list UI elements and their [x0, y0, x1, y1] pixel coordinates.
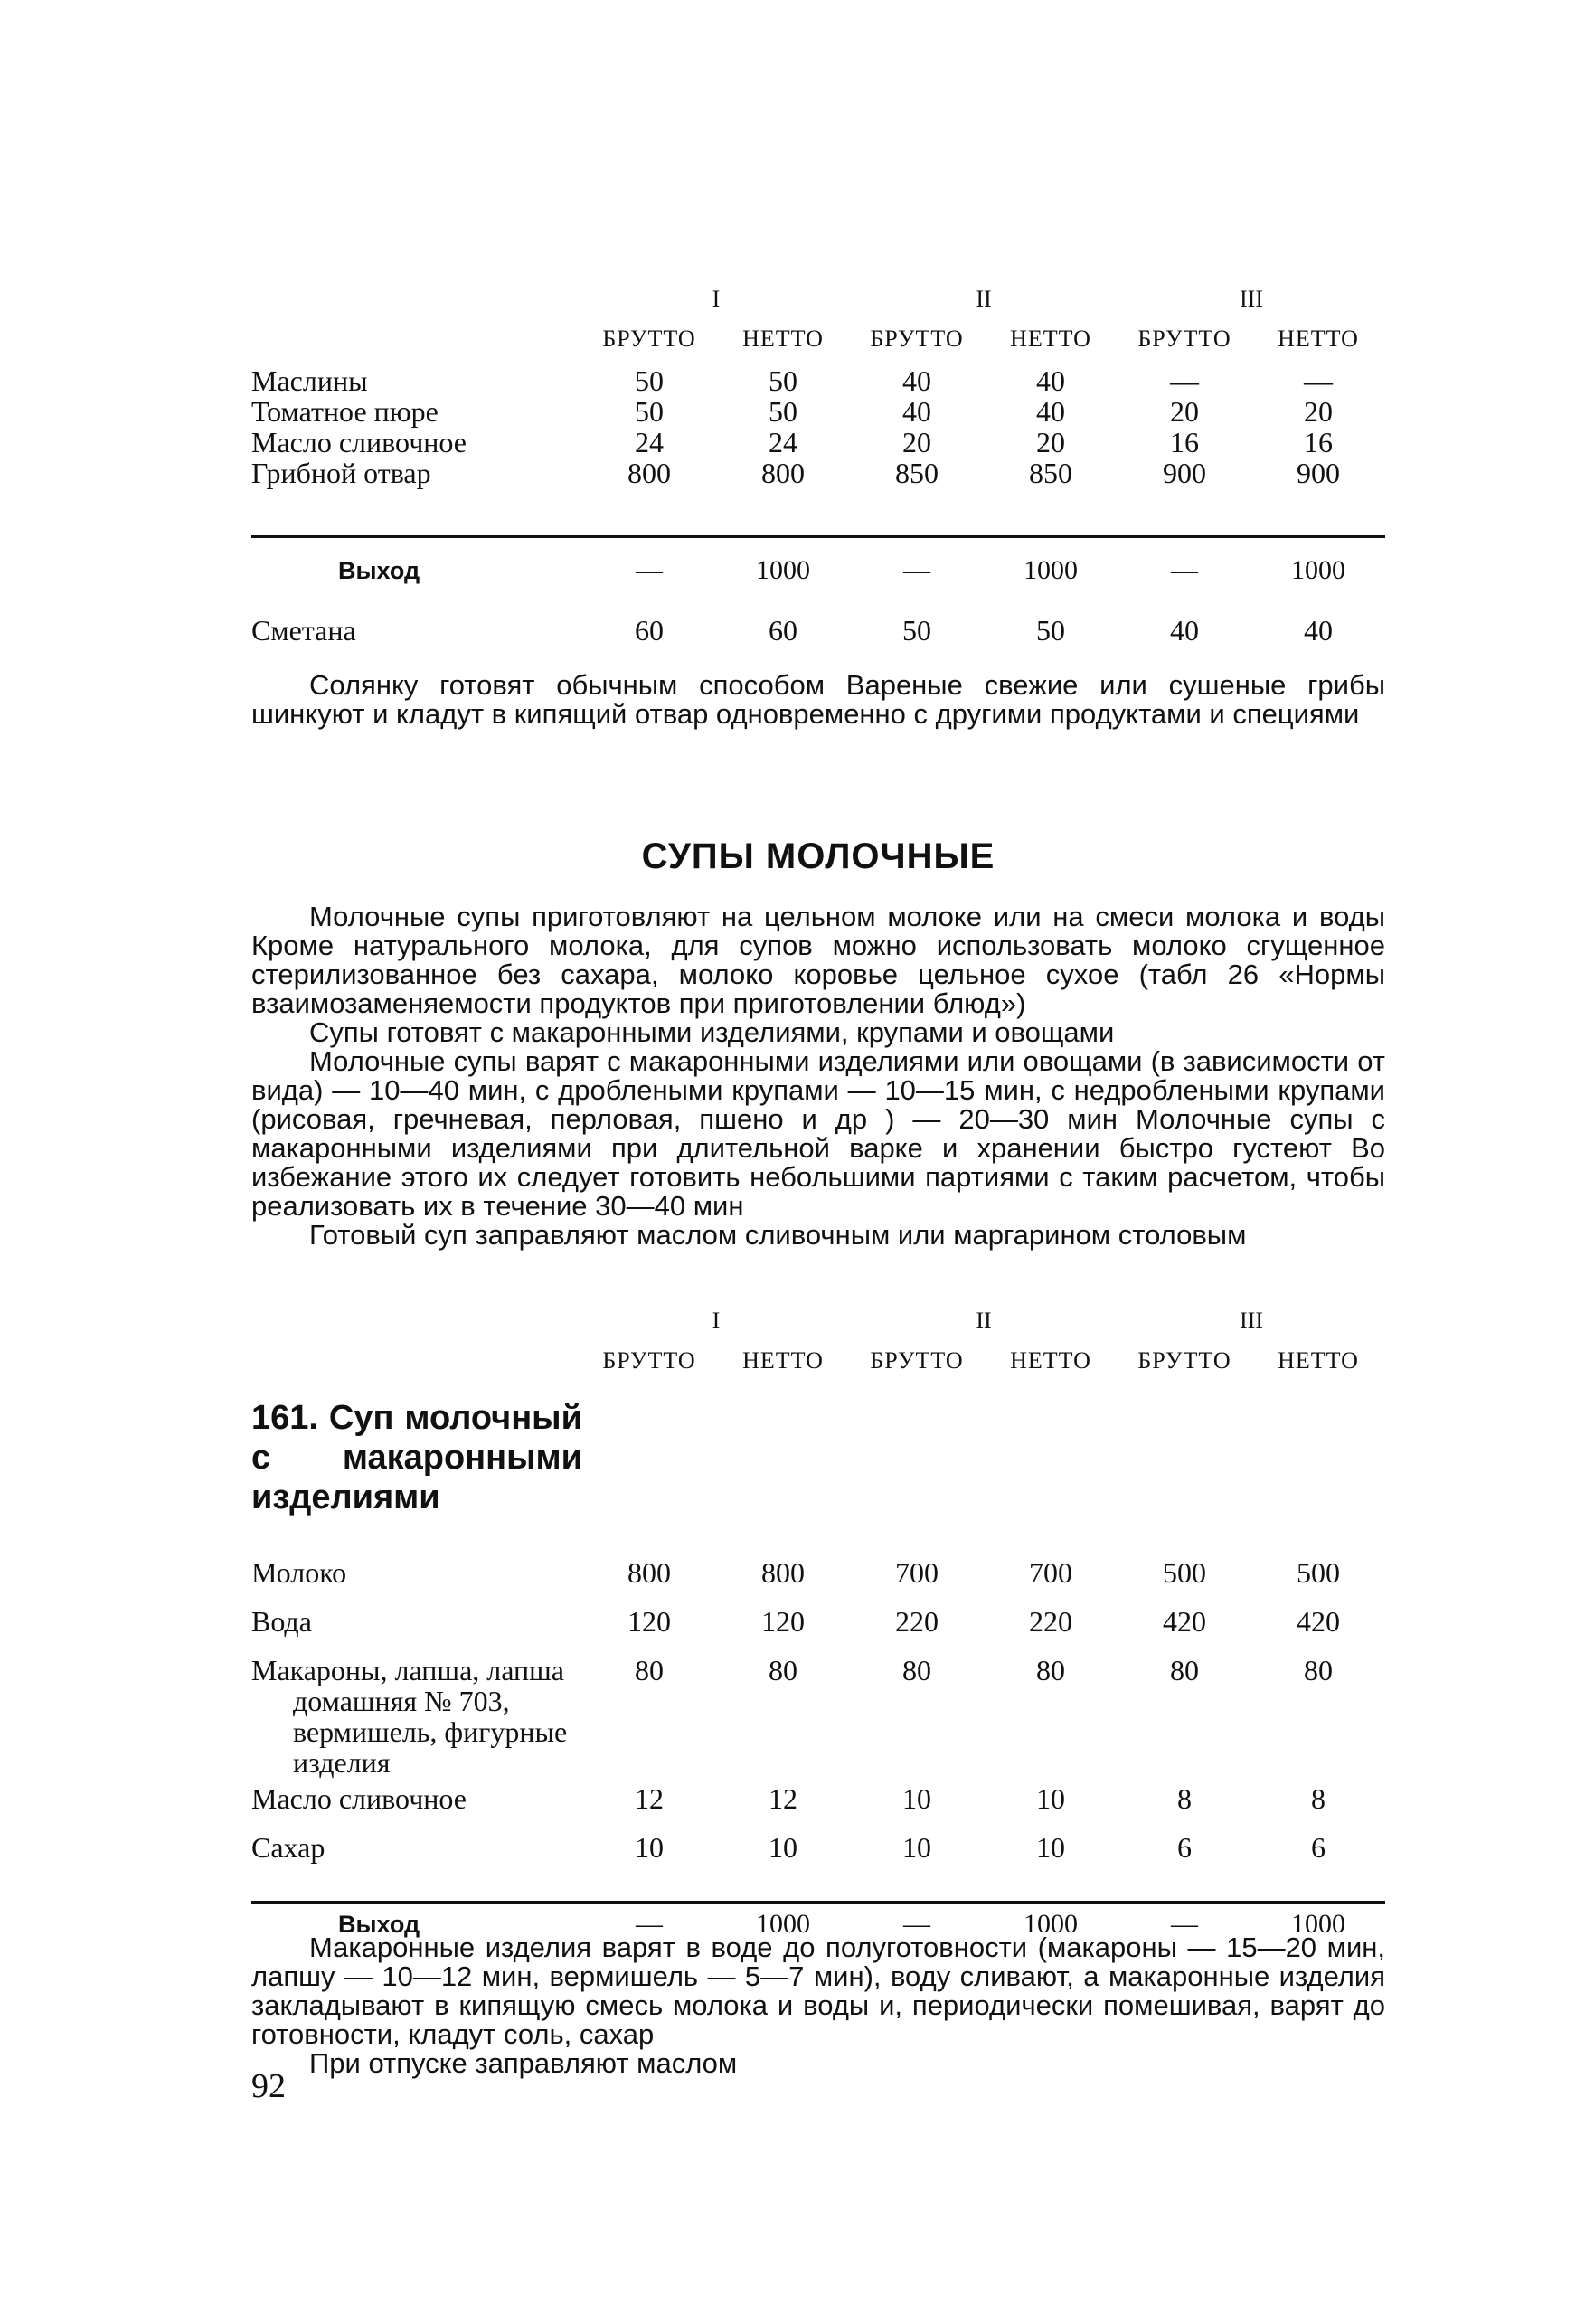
section-text: [251, 902, 1385, 1250]
table-subheader: [251, 313, 1385, 365]
group-label: I: [712, 286, 721, 312]
cell-value: 220: [895, 1605, 939, 1638]
cell-value: 10: [902, 1831, 931, 1864]
cell-value: 20: [1304, 395, 1333, 428]
cell-value: 24: [769, 426, 797, 458]
cell-value: 420: [1297, 1605, 1340, 1638]
cell-value: 800: [761, 1556, 805, 1589]
col-header: НЕТТО: [742, 326, 824, 352]
cell-value: 80: [769, 1654, 797, 1686]
col-header: НЕТТО: [1010, 326, 1091, 352]
cell-value: 6: [1311, 1831, 1326, 1864]
table-row: [251, 365, 1385, 396]
cell-value: 24: [635, 426, 664, 458]
recipe-title: 161. Суп молочный с макаронными изделиями: [251, 1399, 582, 1516]
cell-value: 40: [902, 395, 931, 428]
cooking-note-1: [251, 671, 1385, 729]
cell-value: 500: [1297, 1556, 1340, 1589]
ingredient-name: Томатное пюре: [251, 395, 439, 428]
cell-value: —: [636, 555, 663, 585]
cell-value: 120: [761, 1605, 805, 1638]
cell-value: 850: [1029, 457, 1072, 489]
cell-value: 80: [1036, 1654, 1065, 1686]
page-number: 92: [251, 2067, 286, 2105]
table-row: [251, 1778, 1385, 1827]
recipe-title-row: [251, 1387, 1385, 1552]
table-row: [251, 427, 1385, 458]
table-row: [251, 1601, 1385, 1649]
table-subheader: [251, 1335, 1385, 1387]
group-label: II: [976, 286, 992, 312]
output-row: [251, 538, 1385, 603]
col-header: БРУТТО: [1137, 326, 1231, 352]
ingredient-name: Маслины: [251, 364, 368, 397]
cell-value: 12: [635, 1782, 664, 1815]
note-paragraph: Солянку готовят обычным способом Вареные свежие или сушеные грибы шинкуют и кладут в кипящий отвар одновременно с другими продуктами и специями: [251, 669, 1385, 730]
cell-value: 10: [1036, 1831, 1065, 1864]
section-paragraph: Молочные супы варят с макаронными изделиями или овощами (в зависимости от вида) — 10—40 мин, с дроблеными крупами — 10—15 мин, с недроблеными крупами (рисовая, гречневая, перловая, пшено и др ) — 20—30 мин Молочные супы с макаронными изделиями при длительной варке и хранении быстро густеют Во избежание этого их следует готовить небольшими партиями с таким расчетом, чтобы реализовать их в течение 30—40 мин: [251, 1045, 1385, 1222]
cell-value: 40: [1036, 364, 1065, 397]
ingredient-name: Сметана: [251, 614, 356, 647]
col-header: БРУТТО: [1137, 1347, 1231, 1374]
group-label: II: [976, 1308, 992, 1334]
section-heading: СУПЫ МОЛОЧНЫЕ: [641, 836, 995, 876]
cell-value: 50: [635, 364, 664, 397]
col-header: БРУТТО: [602, 326, 696, 352]
cell-value: 50: [635, 395, 664, 428]
table-row: [251, 1552, 1385, 1601]
cell-value: 60: [769, 614, 797, 647]
cell-value: 12: [769, 1782, 797, 1815]
cell-value: 6: [1177, 1831, 1192, 1864]
col-header: НЕТТО: [1010, 1347, 1091, 1374]
cell-value: 800: [627, 1556, 671, 1589]
cell-value: 40: [1304, 614, 1333, 647]
table-row: [251, 396, 1385, 427]
cell-value: —: [1304, 364, 1333, 397]
cell-value: 8: [1311, 1782, 1326, 1815]
cell-value: 80: [635, 1654, 664, 1686]
cell-value: —: [1171, 555, 1198, 585]
cell-value: 40: [902, 364, 931, 397]
cooking-note-2: [251, 1933, 1385, 2078]
cell-value: 700: [895, 1556, 939, 1589]
ingredient-name: Вода: [251, 1605, 312, 1638]
section-paragraph: Супы готовят с макаронными изделиями, крупами и овощами: [309, 1016, 1115, 1048]
ingredient-name: Грибной отвар: [251, 457, 431, 489]
cell-value: 800: [761, 457, 805, 489]
col-header: БРУТТО: [870, 1347, 964, 1374]
cell-value: 120: [627, 1605, 671, 1638]
cell-value: 850: [895, 457, 939, 489]
ingredients-table-2: [251, 1293, 1385, 1978]
cell-value: 700: [1029, 1556, 1072, 1589]
cell-value: 8: [1177, 1782, 1192, 1815]
cell-value: —: [636, 1909, 663, 1939]
col-header: БРУТТО: [870, 326, 964, 352]
section-paragraph: Молочные супы приготовляют на цельном молоке или на смеси молока и воды Кроме натурального молока, для супов можно использовать молоко сгущенное стерилизованное без сахара, молоко коровье цельное сухое (табл 26 «Нормы взаимозаменяемости продуктов при приготовлении блюд»): [251, 901, 1385, 1019]
ingredients-table-1: [251, 271, 1385, 657]
group-label: III: [1240, 1308, 1263, 1334]
output-label: Выход: [338, 557, 420, 584]
table-row: [251, 458, 1385, 488]
cell-value: 1000: [1291, 1909, 1345, 1939]
ingredient-name: Масло сливочное: [251, 426, 467, 458]
cell-value: 80: [1170, 1654, 1199, 1686]
output-label: Выход: [338, 1911, 420, 1938]
cell-value: 10: [635, 1831, 664, 1864]
cell-value: 1000: [1024, 555, 1078, 585]
cell-value: 80: [902, 1654, 931, 1686]
cell-value: 50: [1036, 614, 1065, 647]
cell-value: 20: [902, 426, 931, 458]
cell-value: 10: [769, 1831, 797, 1864]
cell-value: 40: [1036, 395, 1065, 428]
note-paragraph: При отпуске заправляют маслом: [309, 2047, 738, 2079]
cell-value: 1000: [756, 1909, 810, 1939]
cell-value: 20: [1036, 426, 1065, 458]
cell-value: 900: [1163, 457, 1206, 489]
cell-value: —: [903, 1909, 930, 1939]
cell-value: —: [903, 555, 930, 585]
col-header: БРУТТО: [602, 1347, 696, 1374]
cell-value: 900: [1297, 457, 1340, 489]
cell-value: 40: [1170, 614, 1199, 647]
ingredient-name: Сахар: [251, 1831, 325, 1864]
cell-value: 60: [635, 614, 664, 647]
cell-value: 420: [1163, 1605, 1206, 1638]
group-label: I: [712, 1308, 721, 1334]
cell-value: 10: [1036, 1782, 1065, 1815]
cell-value: 800: [627, 457, 671, 489]
cell-value: 220: [1029, 1605, 1072, 1638]
col-header: НЕТТО: [1278, 1347, 1359, 1374]
cell-value: —: [1170, 364, 1199, 397]
ingredient-name: Молоко: [251, 1556, 347, 1589]
table-row: [251, 1649, 1385, 1778]
cell-value: —: [1171, 1909, 1198, 1939]
group-label: III: [1240, 286, 1263, 312]
ingredient-cell: [251, 1649, 582, 1778]
table-group-header: [251, 271, 1385, 313]
cell-value: 1000: [756, 555, 810, 585]
col-header: НЕТТО: [1278, 326, 1359, 352]
table-row: [251, 1827, 1385, 1875]
note-paragraph: Макаронные изделия варят в воде до полуготовности (макароны — 15—20 мин, лапшу — 10—12 мин, вермишель — 5—7 мин), воду сливают, а макаронные изделия закладывают в кипящую смесь молока и воды и, периодически помешивая, варят до готовности, кладут соль, сахар: [251, 1932, 1385, 2050]
cell-value: 80: [1304, 1654, 1333, 1686]
cell-value: 50: [902, 614, 931, 647]
col-header: НЕТТО: [742, 1347, 824, 1374]
ingredient-name: Масло сливочное: [251, 1782, 467, 1815]
cell-value: 500: [1163, 1556, 1206, 1589]
cell-value: 50: [769, 364, 797, 397]
cell-value: 1000: [1024, 1909, 1078, 1939]
ingredient-name: Макароны, лапша, лапша домашняя № 703, вермишель, фигурные изделия: [251, 1654, 568, 1779]
cell-value: 16: [1304, 426, 1333, 458]
cell-value: 1000: [1291, 555, 1345, 585]
cell-value: 20: [1170, 395, 1199, 428]
cell-value: 16: [1170, 426, 1199, 458]
section-paragraph: Готовый суп заправляют маслом сливочным или маргарином столовым: [309, 1219, 1247, 1251]
table-group-header: [251, 1293, 1385, 1335]
table-row: [251, 603, 1385, 657]
cell-value: 10: [902, 1782, 931, 1815]
cell-value: 50: [769, 395, 797, 428]
